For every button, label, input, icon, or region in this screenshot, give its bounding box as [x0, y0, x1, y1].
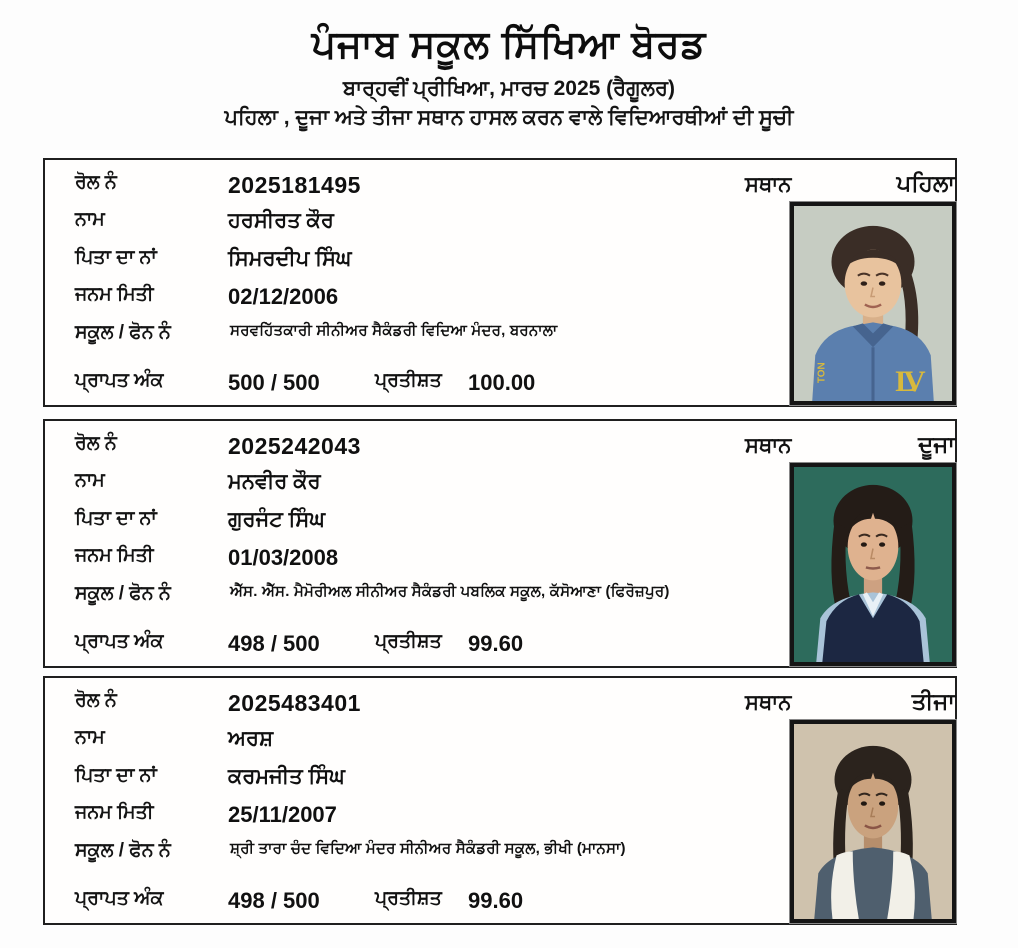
father-label: ਪਿਤਾ ਦਾ ਨਾਂ — [75, 508, 157, 529]
student-photo-second — [790, 463, 956, 666]
marks-value: 498 / 500 — [228, 888, 320, 913]
dob-label: ਜਨਮ ਮਿਤੀ — [75, 284, 154, 305]
percent-label: ਪ੍ਰਤੀਸ਼ਤ — [375, 370, 442, 391]
father-value: ਗੁਰਜੰਟ ਸਿੰਘ — [228, 508, 326, 531]
roll-label: ਰੋਲ ਨੰ — [75, 690, 117, 711]
place-value: ਤੀਜਾ — [911, 688, 955, 714]
roll-value: 2025181495 — [228, 172, 361, 198]
student-card-first — [43, 158, 957, 407]
name-label: ਨਾਮ — [75, 727, 105, 748]
school-label: ਸਕੂਲ / ਫੋਨ ਨੰ — [75, 583, 171, 604]
name-value: ਅਰਸ਼ — [228, 727, 274, 750]
name-label: ਨਾਮ — [75, 209, 105, 230]
document-header — [0, 0, 1018, 130]
student-photo-third — [790, 720, 956, 923]
father-label: ਪਿਤਾ ਦਾ ਨਾਂ — [75, 765, 157, 786]
place-row — [745, 170, 955, 197]
place-value: ਦੂਜਾ — [918, 431, 955, 457]
percent-label: ਪ੍ਰਤੀਸ਼ਤ — [375, 888, 442, 909]
dob-label: ਜਨਮ ਮਿਤੀ — [75, 545, 154, 566]
marks-label: ਪ੍ਰਾਪਤ ਅੰਕ — [75, 888, 164, 909]
roll-label: ਰੋਲ ਨੰ — [75, 433, 117, 454]
roll-value: 2025242043 — [228, 433, 361, 459]
marks-label: ਪ੍ਰਾਪਤ ਅੰਕ — [75, 370, 164, 391]
dob-value: 01/03/2008 — [228, 545, 339, 570]
place-value: ਪਹਿਲਾ — [896, 170, 955, 196]
board-title: ਪੰਜਾਬ ਸਕੂਲ ਸਿੱਖਿਆ ਬੋਰਡ — [311, 24, 707, 66]
percent-value: 100.00 — [468, 370, 536, 395]
percent-label: ਪ੍ਰਤੀਸ਼ਤ — [375, 631, 442, 652]
student-portrait-illustration — [794, 206, 952, 401]
name-label: ਨਾਮ — [75, 470, 105, 491]
school-value: ਐੱਸ. ਐੱਸ. ਮੈਮੋਰੀਅਲ ਸੀਨੀਅਰ ਸੈਕੰਡਰੀ ਪਬਲਿਕ ਸਕੂਲ, ਕੱਸੋਆਣਾ (ਫਿਰੋਜ਼ਪੁਰ) — [230, 583, 670, 600]
place-label: ਸਥਾਨ — [745, 173, 792, 196]
listing-title: ਪਹਿਲਾ , ਦੂਜਾ ਅਤੇ ਤੀਜਾ ਸਥਾਨ ਹਾਸਲ ਕਰਨ ਵਾਲੇ ਵਿਦਿਆਰਥੀਆਂ ਦੀ ਸੂਚੀ — [224, 106, 794, 129]
father-label: ਪਿਤਾ ਦਾ ਨਾਂ — [75, 247, 157, 268]
marks-value: 500 / 500 — [228, 370, 320, 395]
student-portrait-illustration — [794, 724, 952, 919]
marks-value: 498 / 500 — [228, 631, 320, 656]
school-label: ਸਕੂਲ / ਫੋਨ ਨੰ — [75, 840, 171, 861]
school-label: ਸਕੂਲ / ਫੋਨ ਨੰ — [75, 322, 171, 343]
exam-subtitle: ਬਾਰ੍ਹਵੀਂ ਪ੍ਰੀਖਿਆ, ਮਾਰਚ 2025 (ਰੈਗੂਲਰ) — [342, 77, 676, 100]
student-portrait-illustration — [794, 467, 952, 662]
place-row — [745, 688, 955, 715]
school-value: ਸ਼੍ਰੀ ਤਾਰਾ ਚੰਦ ਵਿਦਿਆ ਮੰਦਰ ਸੀਨੀਅਰ ਸੈਕੰਡਰੀ ਸਕੂਲ, ਭੀਖੀ (ਮਾਨਸਾ) — [230, 840, 626, 857]
place-label: ਸਥਾਨ — [745, 434, 792, 457]
father-value: ਕਰਮਜੀਤ ਸਿੰਘ — [228, 765, 345, 788]
dob-value: 25/11/2007 — [228, 802, 337, 827]
svg-text:LV: LV — [895, 364, 917, 398]
student-card-second — [43, 419, 957, 668]
dob-value: 02/12/2006 — [228, 284, 339, 309]
place-label: ਸਥਾਨ — [745, 691, 792, 714]
place-row — [745, 431, 955, 458]
roll-label: ਰੋਲ ਨੰ — [75, 172, 117, 193]
percent-value: 99.60 — [468, 631, 524, 656]
student-photo-first — [790, 202, 956, 405]
marks-label: ਪ੍ਰਾਪਤ ਅੰਕ — [75, 631, 164, 652]
student-card-third — [43, 676, 957, 925]
dob-label: ਜਨਮ ਮਿਤੀ — [75, 802, 154, 823]
roll-value: 2025483401 — [228, 690, 361, 716]
percent-value: 99.60 — [468, 888, 524, 913]
svg-text:TON: TON — [816, 362, 828, 384]
father-value: ਸਿਮਰਦੀਪ ਸਿੰਘ — [228, 247, 352, 270]
name-value: ਮਨਵੀਰ ਕੌਰ — [228, 470, 321, 493]
name-value: ਹਰਸੀਰਤ ਕੌਰ — [228, 209, 334, 232]
school-value: ਸਰਵਹਿੱਤਕਾਰੀ ਸੀਨੀਅਰ ਸੈਕੰਡਰੀ ਵਿਦਿਆ ਮੰਦਰ, ਬਰਨਾਲਾ — [230, 322, 558, 339]
